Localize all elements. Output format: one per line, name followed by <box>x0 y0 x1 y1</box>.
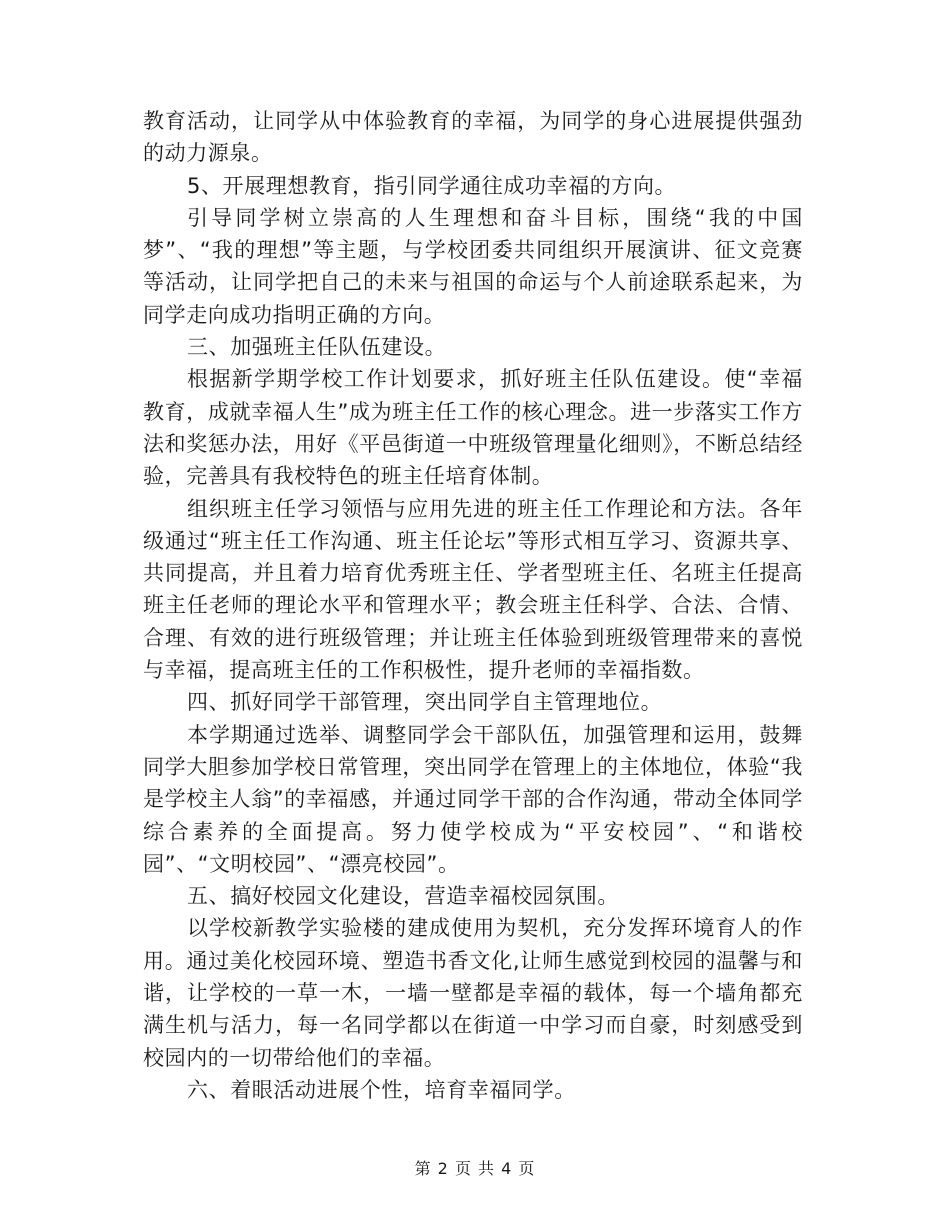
paragraph-3: 引导同学树立崇高的人生理想和奋斗目标，围绕“我的中国梦”、“我的理想”等主题，与学校团委共同组织开展演讲、征文竞赛等活动，让同学把自己的未来与祖国的命运与个人前途联系起来，为同学走向成功指明正确的方向。 <box>143 205 803 327</box>
section-heading-4: 四、抓好同学干部管理，突出同学自主管理地位。 <box>187 690 663 715</box>
paragraph-10: 以学校新教学实验楼的建成使用为契机，充分发挥环境育人的作用。通过美化校园环境、塑造书香文化,让师生感觉到校园的温馨与和谐，让学校的一草一木，一墙一壁都是幸福的载体，每一个墙角都充满生机与活力，每一名同学都以在街道一中学习而自豪，时刻感受到校园内的一切带给他们的幸福。 <box>143 916 803 1070</box>
page-number-footer: 第 2 页 共 4 页 <box>414 1159 536 1178</box>
paragraph-6: 组织班主任学习领悟与应用先进的班主任工作理论和方法。各年级通过“班主任工作沟通、班主任论坛”等形式相互学习、资源共享、共同提高，并且着力培育优秀班主任、学者型班主任、名班主任提高班主任老师的理论水平和管理水平；教会班主任科学、合法、合情、合理、有效的进行班级管理；并让班主任体验到班级管理带来的喜悦与幸福，提高班主任的工作积极性，提升老师的幸福指数。 <box>143 496 803 683</box>
paragraph-2: 5、开展理想教育，指引同学通往成功幸福的方向。 <box>187 173 677 198</box>
paragraph-1: 教育活动，让同学从中体验教育的幸福，为同学的身心进展提供强劲的动力源泉。 <box>143 109 803 166</box>
paragraph-5: 根据新学期学校工作计划要求，抓好班主任队伍建设。使“幸福教育，成就幸福人生”成为班主任工作的核心理念。进一步落实工作方法和奖惩办法，用好《平邑街道一中班级管理量化细则》，不断总结经验，完善具有我校特色的班主任培育体制。 <box>143 367 803 489</box>
section-heading-3: 三、加强班主任队伍建设。 <box>187 335 447 360</box>
section-heading-6: 六、着眼活动进展个性，培育幸福同学。 <box>187 1077 576 1102</box>
paragraph-8: 本学期通过选举、调整同学会干部队伍，加强管理和运用，鼓舞同学大胆参加学校日常管理，突出同学在管理上的主体地位，体验“我是学校主人翁”的幸福感，并通过同学干部的合作沟通，带动全体同学综合素养的全面提高。努力使学校成为“平安校园”、“和谐校园”、“文明校园”、“漂亮校园”。 <box>143 722 803 876</box>
section-heading-5: 五、搞好校园文化建设，营造幸福校园氛围。 <box>187 884 619 909</box>
document-body <box>143 105 803 1106</box>
